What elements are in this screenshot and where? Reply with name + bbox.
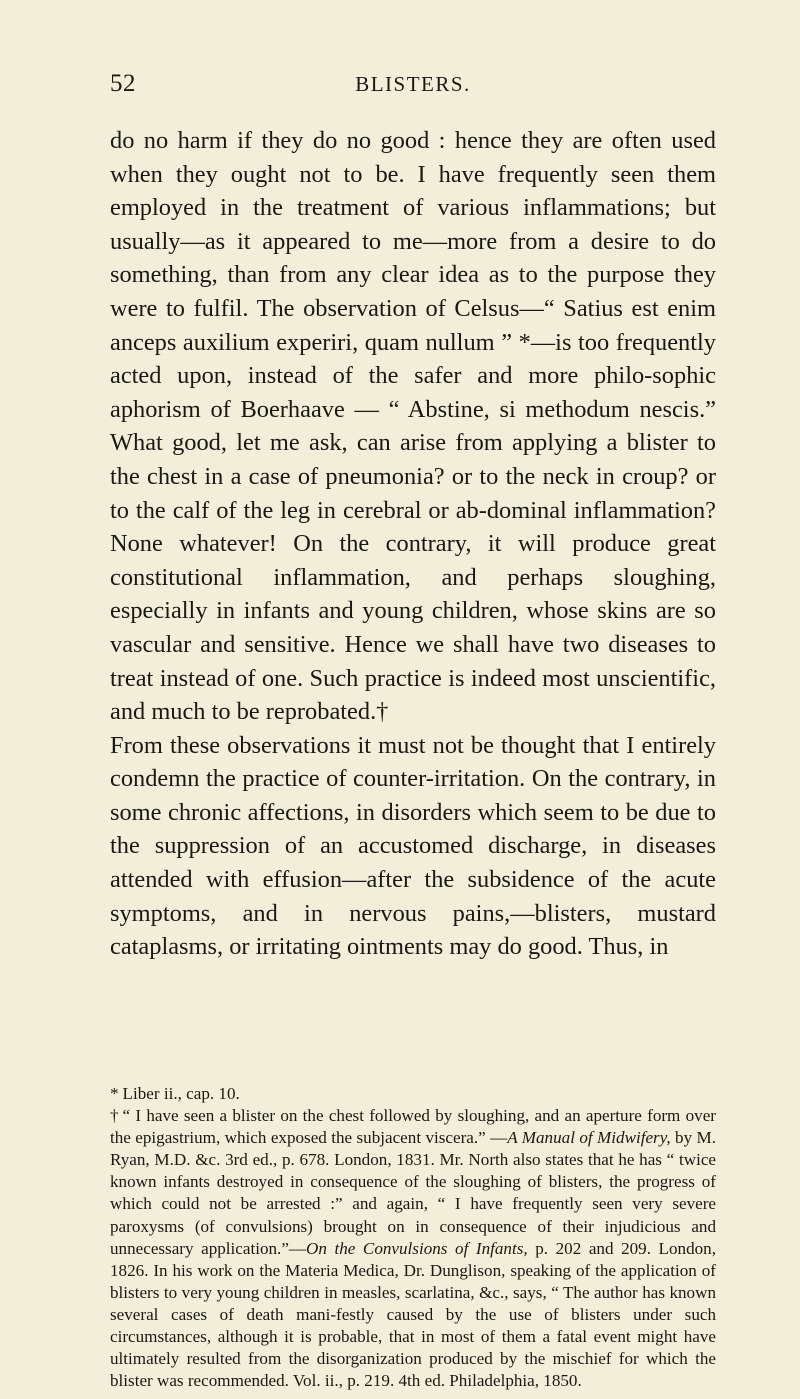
footnote-2-title-2: On the Convulsions of Infants, — [306, 1238, 528, 1258]
body-paragraph-1: do no harm if they do no good : hence they are often used when they ought not to be. I have frequently seen them employed in the treatment of various inflammations; but usually—as it appeared to me—more from a desire to do something, than from any clear idea as to the purpose they were to fulfil. The observation of Celsus—“ Satius est enim anceps auxilium experiri, quam nullum ” *—is too frequently acted upon, instead of the safer and more philo-sophic aphorism of Boerhaave — “ Abstine, si methodum nescis.” What good, let me ask, can arise from applying a blister to the chest in a case of pneumonia? or to the neck in croup? or to the calf of the leg in cerebral or ab-dominal inflammation? None whatever! On the contrary, it will produce great constitutional inflammation, and perhaps sloughing, especially in infants and young children, whose skins are so vascular and sensitive. Hence we shall have two diseases to treat instead of one. Such practice is indeed most unscientific, and much to be reprobated.† — [110, 127, 716, 726]
footnote-2 — [110, 1105, 716, 1392]
footnote-1-text: Liber ii., cap. 10. — [122, 1084, 240, 1103]
page-number: 52 — [110, 70, 136, 97]
footnote-1-marker: * — [110, 1084, 119, 1103]
footnote-2-text-part-3: p. 202 and 209. London, 1826. In his work on the Materia Medica, Dr. Dunglison, speaking of the application of blisters to very young children in measles, scarlatina, &c., says, “ The author has known several cases of death mani-festly caused by the use of blisters under such circumstances, although it is probable, that in most of them a fatal event might have ultimately resulted from the disorganization produced by the mischief for which the blister was recommended. Vol. ii., p. 219. 4th ed. Philadelphia, 1850. — [110, 1238, 717, 1391]
body-text — [110, 124, 716, 964]
footnotes — [110, 1083, 716, 1392]
footnote-2-marker: † — [110, 1106, 119, 1126]
running-title: BLISTERS. — [355, 72, 471, 96]
body-paragraph-2: From these observations it must not be thought that I entirely condemn the practice of counter-irritation. On the contrary, in some chronic affections, in disorders which seem to be due to the suppression of an accustomed discharge, in diseases attended with effusion—after the subsidence of the acute symptoms, and in nervous pains,—blisters, mustard cataplasms, or irritating ointments may do good. Thus, in — [110, 731, 716, 961]
footnote-2-text-part-1: “ I have seen a blister on the chest followed by sloughing, and an aperture form over the epigastrium, which exposed the subjacent viscera.” — — [110, 1106, 716, 1148]
running-head — [110, 70, 716, 106]
footnote-1 — [110, 1083, 716, 1105]
footnote-2-text-part-2: by M. Ryan, M.D. &c. 3rd ed., p. 678. London, 1831. Mr. North also states that he has “ twice known infants destroyed in consequence of the sloughing of blisters, the progress of which could not be arrested :” and again, “ I have frequently seen very severe paroxysms (of convulsions) brought on in consequence of their injudicious and unnecessary application.”— — [110, 1128, 716, 1258]
footnote-2-title-1: A Manual of Midwifery, — [507, 1128, 671, 1148]
